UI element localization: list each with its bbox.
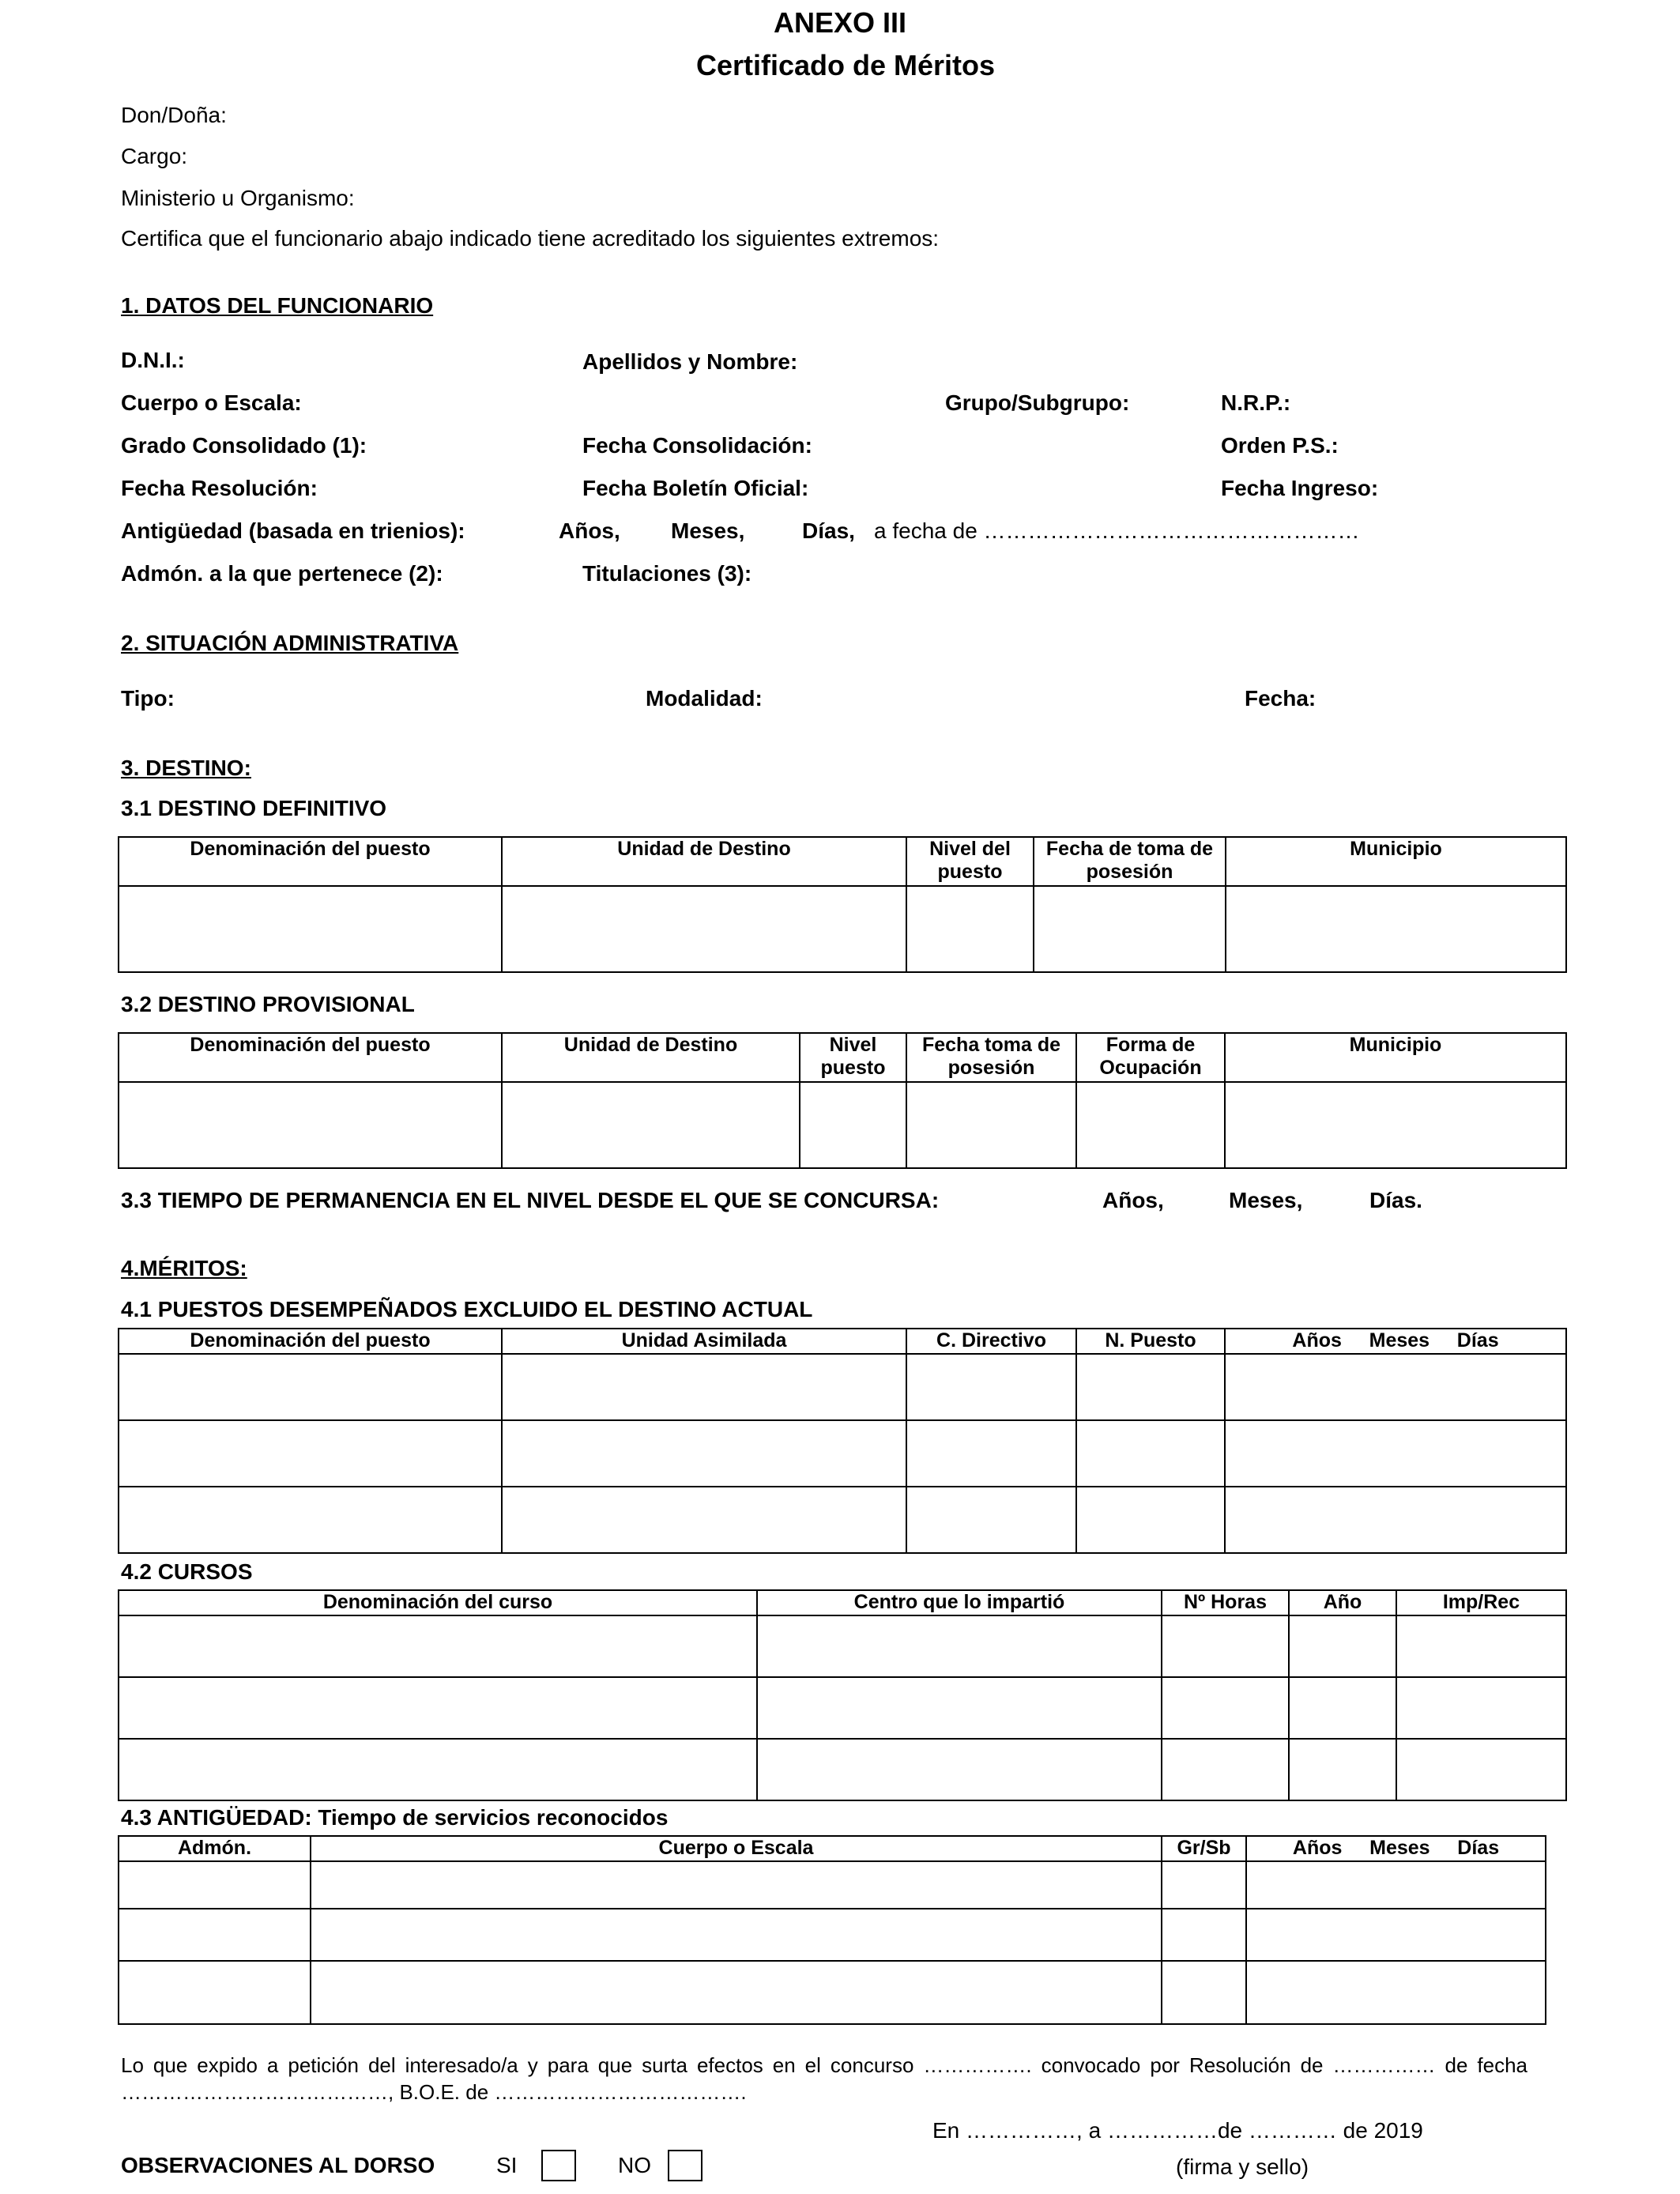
table-cell[interactable] <box>1076 1082 1225 1168</box>
section-2-heading: 2. SITUACIÓN ADMINISTRATIVA <box>121 631 459 655</box>
table-cell[interactable] <box>906 1420 1076 1487</box>
si-checkbox[interactable] <box>541 2150 576 2181</box>
col-fecha-toma: Fecha toma de posesión <box>906 1033 1076 1082</box>
table-cell[interactable] <box>1076 1487 1225 1553</box>
table-cell[interactable] <box>1396 1615 1566 1677</box>
destino-provisional-table <box>118 1032 1567 1169</box>
table-row <box>119 1739 1566 1800</box>
modalidad-label: Modalidad: <box>646 686 763 711</box>
fecha-resolucion-label: Fecha Resolución: <box>121 476 318 500</box>
col-unidad: Unidad de Destino <box>502 837 906 886</box>
table-cell[interactable] <box>906 1082 1076 1168</box>
col-fecha-toma: Fecha de toma de posesión <box>1034 837 1226 886</box>
table-cell[interactable] <box>1246 1909 1546 1961</box>
table-cell[interactable] <box>1162 1739 1289 1800</box>
antiguedad-heading: 4.3 ANTIGÜEDAD: Tiempo de servicios reconocidos <box>121 1805 669 1830</box>
a-fecha-text: a fecha de …………………………………………… <box>874 518 1360 543</box>
table-row <box>119 1961 1546 2024</box>
perm-anos-label: Años, <box>1102 1188 1164 1212</box>
no-label: NO <box>618 2153 651 2177</box>
si-label: SI <box>496 2153 518 2177</box>
table-cell[interactable] <box>119 1861 311 1909</box>
table-cell[interactable] <box>1246 1861 1546 1909</box>
permanencia-label: 3.3 TIEMPO DE PERMANENCIA EN EL NIVEL DESDE EL QUE SE CONCURSA: <box>121 1188 940 1212</box>
destino-definitivo-heading: 3.1 DESTINO DEFINITIVO <box>121 796 387 820</box>
table-row <box>119 1909 1546 1961</box>
observaciones-label: OBSERVACIONES AL DORSO <box>121 2153 435 2177</box>
table-cell[interactable] <box>1162 1615 1289 1677</box>
fecha-consolidacion-label: Fecha Consolidación: <box>582 433 812 458</box>
table-cell[interactable] <box>1225 1487 1566 1553</box>
col-denominacion: Denominación del puesto <box>119 837 502 886</box>
table-cell[interactable] <box>906 1487 1076 1553</box>
table-cell[interactable] <box>119 1420 502 1487</box>
firma-label: (firma y sello) <box>1176 2154 1309 2179</box>
col-anos-meses-dias: Años Meses Días <box>1246 1836 1546 1861</box>
table-cell[interactable] <box>119 1739 757 1800</box>
table-cell[interactable] <box>757 1615 1162 1677</box>
table-row <box>119 1420 1566 1487</box>
orden-label: Orden P.S.: <box>1221 433 1339 458</box>
col-ano: Año <box>1289 1590 1396 1615</box>
table-cell[interactable] <box>1162 1861 1246 1909</box>
table-cell[interactable] <box>757 1677 1162 1739</box>
grado-label: Grado Consolidado (1): <box>121 433 367 458</box>
table-cell[interactable] <box>1289 1615 1396 1677</box>
expido-text: Lo que expido a petición del interesado/a y para que surta efectos en el concurso ……………. convocado por Resolución de …………… de fecha …………………………………, B.O.E. de ………………………………. <box>121 2053 1527 2104</box>
dias-label: Días, <box>802 518 855 543</box>
col-unidad: Unidad de Destino <box>502 1033 800 1082</box>
table-cell[interactable] <box>800 1082 906 1168</box>
table-cell[interactable] <box>1076 1420 1225 1487</box>
table-cell[interactable] <box>1225 1082 1566 1168</box>
table-cell[interactable] <box>757 1739 1162 1800</box>
no-checkbox[interactable] <box>668 2150 703 2181</box>
fecha-boletin-label: Fecha Boletín Oficial: <box>582 476 809 500</box>
dni-label: D.N.I.: <box>121 348 185 372</box>
table-row <box>119 886 1566 972</box>
table-cell[interactable] <box>119 1677 757 1739</box>
tipo-label: Tipo: <box>121 686 175 711</box>
col-unidad-asimilada: Unidad Asimilada <box>502 1329 906 1354</box>
col-forma-ocupacion: Forma de Ocupación <box>1076 1033 1225 1082</box>
place-date-text: En ……………, a ……………de ………… de 2019 <box>932 2118 1423 2143</box>
table-cell[interactable] <box>1034 886 1226 972</box>
col-n-puesto: N. Puesto <box>1076 1329 1225 1354</box>
table-row <box>119 1082 1566 1168</box>
table-cell[interactable] <box>1396 1739 1566 1800</box>
col-nivel: Nivel del puesto <box>906 837 1034 886</box>
table-cell[interactable] <box>502 1420 906 1487</box>
table-row <box>119 1861 1546 1909</box>
meses-label: Meses, <box>671 518 745 543</box>
section-4-heading: 4.MÉRITOS: <box>121 1256 247 1280</box>
table-row <box>119 1487 1566 1553</box>
col-denominacion-curso: Denominación del curso <box>119 1590 757 1615</box>
table-cell[interactable] <box>1162 1677 1289 1739</box>
col-nivel: Nivel puesto <box>800 1033 906 1082</box>
col-municipio: Municipio <box>1226 837 1566 886</box>
section-3-heading: 3. DESTINO: <box>121 756 251 780</box>
table-cell[interactable] <box>1289 1677 1396 1739</box>
antiguedad-label: Antigüedad (basada en trienios): <box>121 518 465 543</box>
puestos-desempenados-heading: 4.1 PUESTOS DESEMPEÑADOS EXCLUIDO EL DESTINO ACTUAL <box>121 1297 813 1321</box>
table-cell[interactable] <box>119 1961 311 2024</box>
ministerio-label: Ministerio u Organismo: <box>121 186 355 210</box>
table-cell[interactable] <box>119 886 502 972</box>
perm-meses-label: Meses, <box>1229 1188 1303 1212</box>
cuerpo-label: Cuerpo o Escala: <box>121 390 302 415</box>
certifica-text: Certifica que el funcionario abajo indicado tiene acreditado los siguientes extremos: <box>121 226 940 251</box>
grupo-label: Grupo/Subgrupo: <box>945 390 1130 415</box>
col-denominacion: Denominación del puesto <box>119 1033 502 1082</box>
col-gr-sb: Gr/Sb <box>1162 1836 1246 1861</box>
col-horas: Nº Horas <box>1162 1590 1289 1615</box>
table-row <box>119 1615 1566 1677</box>
nrp-label: N.R.P.: <box>1221 390 1291 415</box>
col-admon: Admón. <box>119 1836 311 1861</box>
table-cell[interactable] <box>311 1961 1162 2024</box>
table-cell[interactable] <box>1226 886 1566 972</box>
cursos-heading: 4.2 CURSOS <box>121 1559 253 1584</box>
table-cell[interactable] <box>1289 1739 1396 1800</box>
col-centro: Centro que lo impartió <box>757 1590 1162 1615</box>
apellidos-label: Apellidos y Nombre: <box>582 349 798 374</box>
cargo-label: Cargo: <box>121 144 188 168</box>
table-cell[interactable] <box>311 1861 1162 1909</box>
antiguedad-table <box>118 1835 1546 2025</box>
cursos-table <box>118 1589 1567 1801</box>
table-cell[interactable] <box>906 886 1034 972</box>
col-cuerpo-escala: Cuerpo o Escala <box>311 1836 1162 1861</box>
destino-definitivo-table <box>118 836 1567 973</box>
col-imp-rec: Imp/Rec <box>1396 1590 1566 1615</box>
puestos-table <box>118 1328 1567 1554</box>
table-cell[interactable] <box>311 1909 1162 1961</box>
table-cell[interactable] <box>1162 1961 1246 2024</box>
table-cell[interactable] <box>119 1082 502 1168</box>
table-cell[interactable] <box>1162 1909 1246 1961</box>
table-cell[interactable] <box>502 1082 800 1168</box>
col-anos-meses-dias: Años Meses Días <box>1225 1329 1566 1354</box>
table-cell[interactable] <box>502 1354 906 1420</box>
fecha-label: Fecha: <box>1245 686 1317 711</box>
col-denominacion: Denominación del puesto <box>119 1329 502 1354</box>
admon-label: Admón. a la que pertenece (2): <box>121 561 443 586</box>
fecha-ingreso-label: Fecha Ingreso: <box>1221 476 1379 500</box>
anos-label: Años, <box>559 518 620 543</box>
table-cell[interactable] <box>119 1354 502 1420</box>
table-cell[interactable] <box>1225 1354 1566 1420</box>
table-cell[interactable] <box>119 1909 311 1961</box>
table-cell[interactable] <box>502 886 906 972</box>
perm-dias-label: Días. <box>1369 1188 1422 1212</box>
table-row <box>119 1354 1566 1420</box>
table-cell[interactable] <box>1246 1961 1546 2024</box>
annex-label: ANEXO III <box>773 6 907 39</box>
table-cell[interactable] <box>502 1487 906 1553</box>
table-cell[interactable] <box>1225 1420 1566 1487</box>
section-1-heading: 1. DATOS DEL FUNCIONARIO <box>121 293 434 318</box>
col-municipio: Municipio <box>1225 1033 1566 1082</box>
table-cell[interactable] <box>1396 1677 1566 1739</box>
document-title: Certificado de Méritos <box>695 49 996 81</box>
titulaciones-label: Titulaciones (3): <box>582 561 752 586</box>
don-label: Don/Doña: <box>121 103 227 127</box>
table-cell[interactable] <box>906 1354 1076 1420</box>
table-row <box>119 1677 1566 1739</box>
destino-provisional-heading: 3.2 DESTINO PROVISIONAL <box>121 992 415 1016</box>
table-cell[interactable] <box>119 1615 757 1677</box>
table-cell[interactable] <box>119 1487 502 1553</box>
col-c-directivo: C. Directivo <box>906 1329 1076 1354</box>
table-cell[interactable] <box>1076 1354 1225 1420</box>
